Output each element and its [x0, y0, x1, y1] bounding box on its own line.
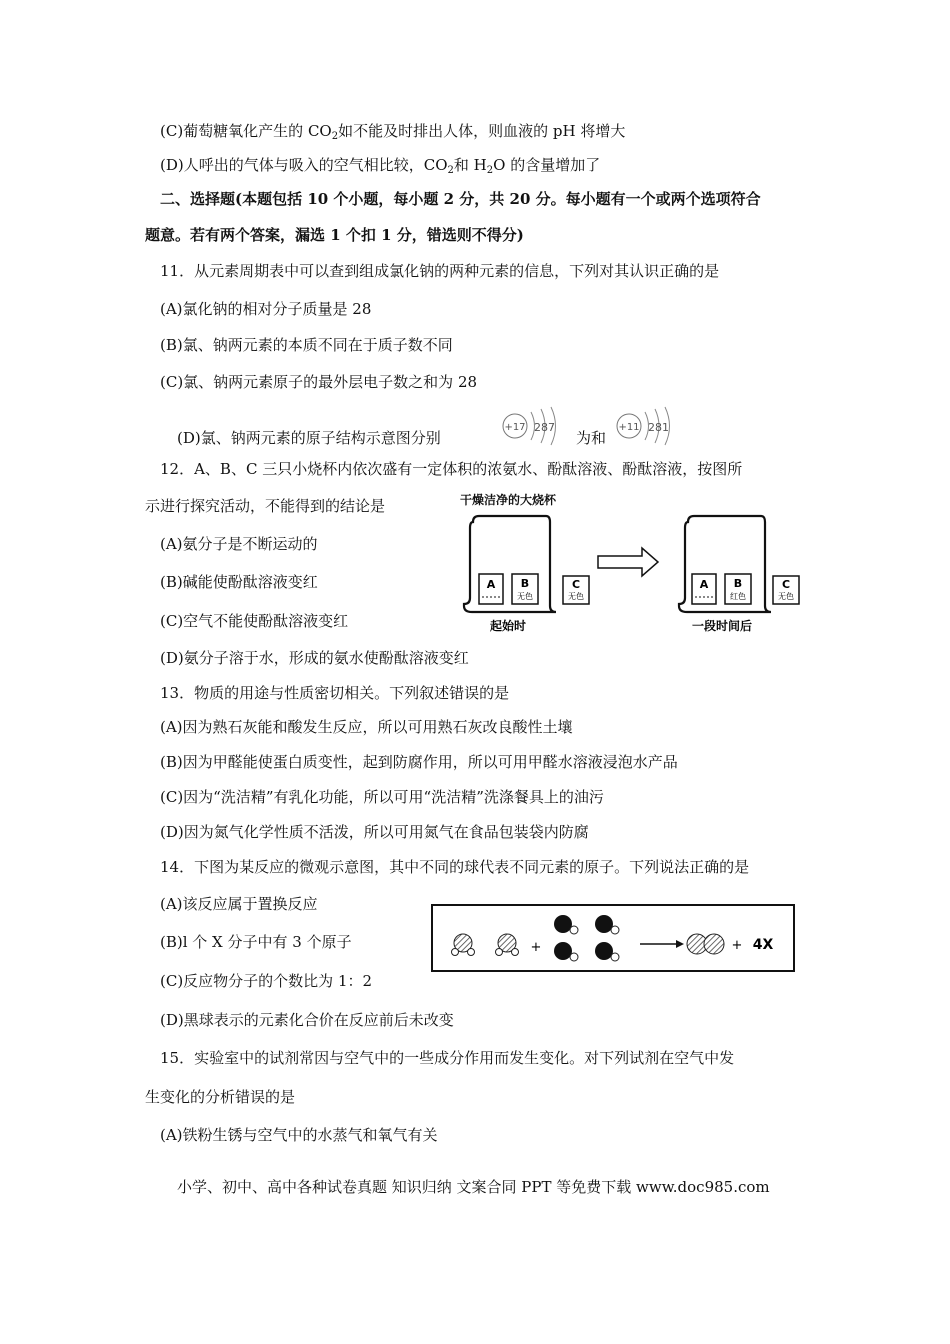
option-13d: (D)因为氮气化学性质不活泼，所以可用氮气在食品包装袋内防腐: [160, 823, 589, 841]
option-11a: (A)氯化钠的相对分子质量是 28: [160, 300, 372, 318]
option-14b: (B)l 个 X 分子中有 3 个原子: [160, 933, 352, 951]
option-14d: (D)黑球表示的元素化合价在反应前后未改变: [160, 1011, 454, 1029]
reaction-arrow-icon: [676, 940, 684, 948]
question-12-line1: 12．A、B、C 三只小烧杯内依次盛有一定体积的浓氨水、酚酞溶液、酚酞溶液，按图所: [160, 460, 743, 478]
option-15a: (A)铁粉生锈与空气中的水蒸气和氧气有关: [160, 1126, 438, 1144]
option-13b: (B)因为甲醛能使蛋白质变性，起到防腐作用，所以可用甲醛水溶液浸泡水产品: [160, 753, 678, 771]
option-11d-connector: 为和: [576, 429, 607, 447]
reaction-plus-2: +: [731, 938, 743, 953]
reaction-micro-diagram: [430, 903, 796, 973]
question-14: 14．下图为某反应的微观示意图，其中不同的球代表不同元素的原子。下列说法正确的是: [160, 858, 750, 876]
option-11c: (C)氯、钠两元素原子的最外层电子数之和为 28: [160, 373, 478, 391]
start-beaker-a-label: A: [486, 578, 496, 591]
section-2-heading-line2: 题意。若有两个答案，漏选 1 个扣 1 分，错选则不得分): [145, 226, 524, 244]
question-11: 11．从元素周期表中可以查到组成氯化钠的两种元素的信息，下列对其认识正确的是: [160, 262, 720, 280]
question-15-line1: 15．实验室中的试剂常因与空气中的一些成分作用而发生变化。对下列试剂在空气中发: [160, 1049, 735, 1067]
section-2-heading-line1: 二、选择题(本题包括 10 个小题，每小题 2 分，共 20 分。每小题有一个或两个选项符合: [160, 190, 761, 208]
question-13: 13．物质的用途与性质密切相关。下列叙述错误的是: [160, 684, 510, 702]
end-beaker-c-label: C: [781, 578, 791, 591]
option-12d: (D)氨分子溶于水，形成的氨水使酚酞溶液变红: [160, 649, 469, 667]
reaction-product-x: 4X: [752, 937, 774, 953]
option-12a: (A)氨分子是不断运动的: [160, 535, 318, 553]
question-15-line2: 生变化的分析错误的是: [145, 1088, 296, 1106]
option-10c: (C)葡萄糖氧化产生的 $CO_2$如不能及时排出人体，则血液的 pH 将增大: [160, 122, 626, 142]
start-beaker-b-color: 无色: [517, 592, 533, 601]
option-12b: (B)碱能使酚酞溶液变红: [160, 573, 318, 591]
option-12c: (C)空气不能使酚酞溶液变红: [160, 612, 349, 630]
end-beaker-b-color: 红色: [730, 592, 746, 601]
big-beaker-label: 干燥洁净的大烧杯: [460, 493, 557, 507]
na-nucleus-label: +11: [618, 422, 640, 433]
option-11d-text: (D)氯、钠两元素的原子结构示意图分别: [177, 429, 441, 447]
option-14a: (A)该反应属于置换反应: [160, 895, 318, 913]
option-10d: (D)人呼出的气体与吸入的空气相比较，$CO_2$和 $H_2O$ 的含量增加了: [160, 156, 601, 176]
beaker-experiment-figure: [450, 488, 810, 636]
chlorine-atom-diagram: [498, 404, 568, 446]
end-caption: 一段时间后: [691, 619, 753, 633]
sodium-atom-diagram: [612, 404, 682, 446]
end-beaker-a-label: A: [699, 578, 709, 591]
start-beaker-b-label: B: [520, 577, 530, 590]
na-shell-electrons: 281: [648, 421, 669, 434]
option-11b: (B)氯、钠两元素的本质不同在于质子数不同: [160, 336, 453, 354]
start-beaker-c-color: 无色: [568, 592, 584, 601]
arrow-icon: [598, 548, 658, 576]
cl-nucleus-label: +17: [504, 422, 526, 433]
start-beaker-c-label: C: [571, 578, 581, 591]
start-caption: 起始时: [489, 619, 527, 633]
reaction-plus-1: +: [530, 940, 542, 955]
page-footer: 小学、初中、高中各种试卷真题 知识归纳 文案合同 PPT 等免费下载 www.doc985.com: [177, 1178, 770, 1196]
end-beaker-b-label: B: [733, 577, 743, 590]
option-13a: (A)因为熟石灰能和酸发生反应，所以可用熟石灰改良酸性土壤: [160, 718, 573, 736]
option-14c: (C)反应物分子的个数比为 1：2: [160, 972, 373, 990]
option-13c: (C)因为“洗洁精”有乳化功能，所以可用“洗洁精”洗涤餐具上的油污: [160, 788, 604, 806]
question-12-line2: 示进行探究活动，不能得到的结论是: [145, 497, 386, 515]
end-beaker-c-color: 无色: [778, 592, 794, 601]
cl-shell-electrons: 287: [534, 421, 555, 434]
